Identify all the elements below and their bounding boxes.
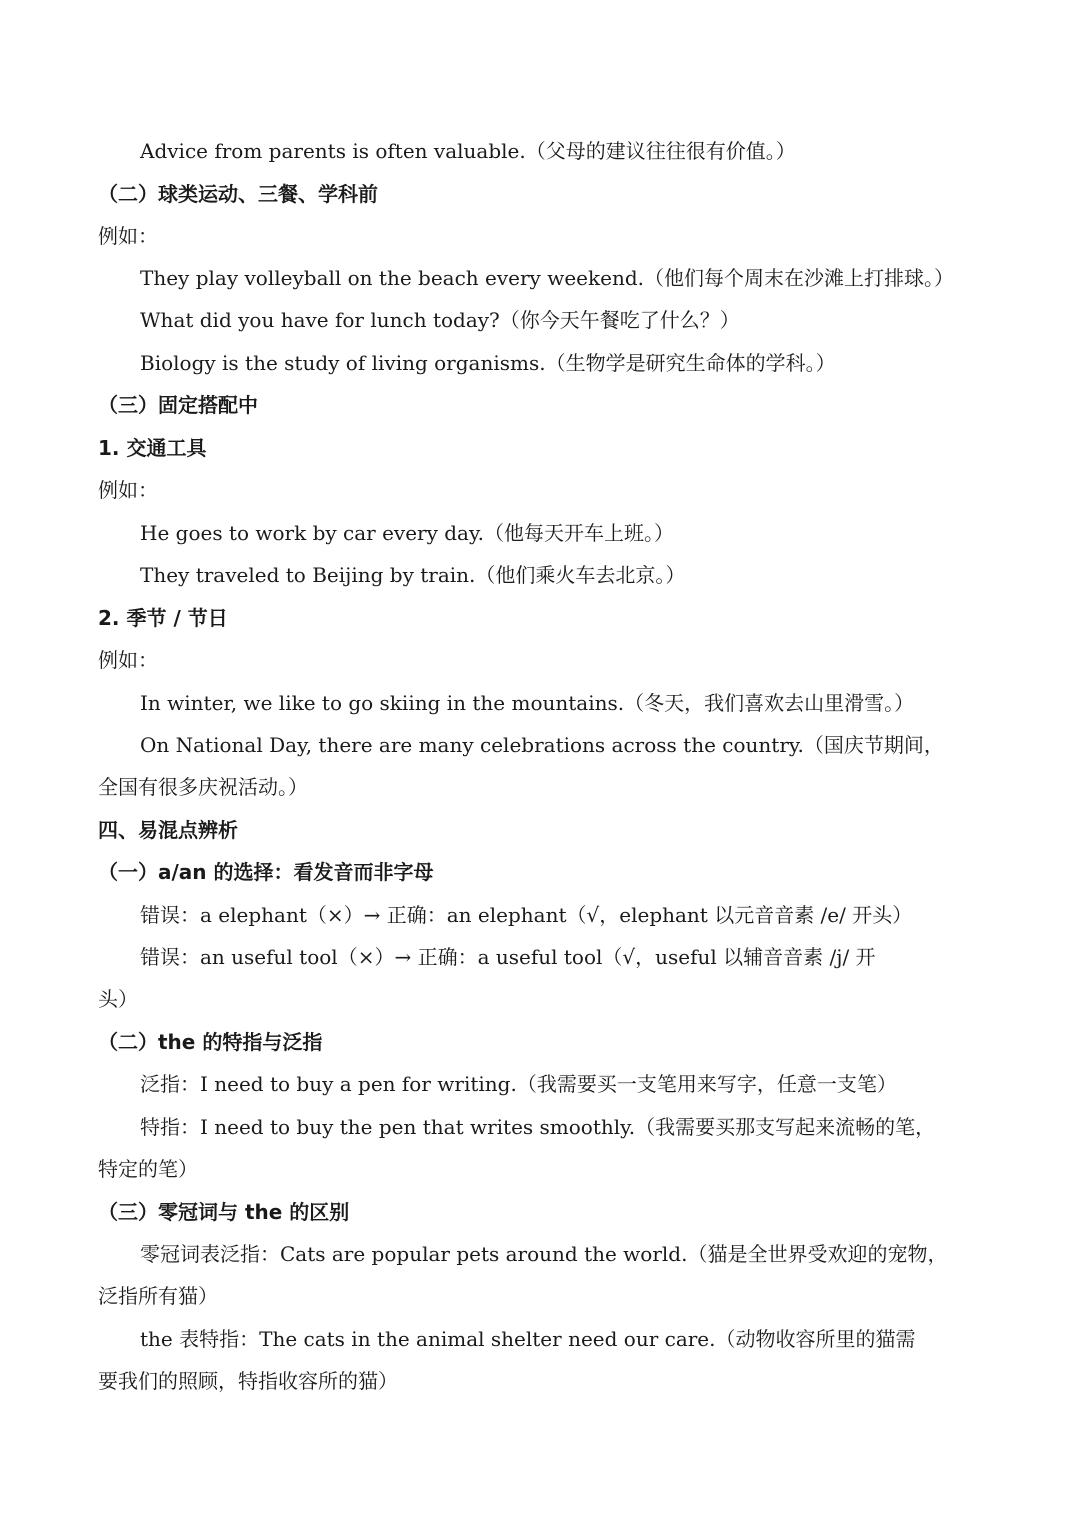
section-heading: （一）a/an 的选择：看发音而非字母 <box>98 860 434 884</box>
example-label: 例如： <box>98 224 158 248</box>
comparison-line: 错误：a elephant（×）→ 正确：an elephant（√，elephant 以元音音素 /e/ 开头） <box>140 903 913 927</box>
example-label: 例如： <box>98 648 158 672</box>
comparison-line-continued: 泛指所有猫） <box>98 1284 218 1308</box>
example-sentence: Biology is the study of living organisms.（生物学是研究生命体的学科。） <box>140 351 836 375</box>
example-sentence: Advice from parents is often valuable.（父母的建议往往很有价值。） <box>140 139 796 163</box>
example-sentence: They play volleyball on the beach every weekend.（他们每个周末在沙滩上打排球。） <box>140 266 955 290</box>
example-sentence: On National Day, there are many celebrations across the country.（国庆节期间， <box>140 733 944 757</box>
comparison-line: 零冠词表泛指：Cats are popular pets around the world.（猫是全世界受欢迎的宠物， <box>140 1242 948 1266</box>
example-sentence-continued: 全国有很多庆祝活动。） <box>98 775 308 799</box>
example-label: 例如： <box>98 478 158 502</box>
comparison-line-continued: 要我们的照顾，特指收容所的猫） <box>98 1369 398 1393</box>
example-sentence: What did you have for lunch today?（你今天午餐吃了什么？） <box>140 308 740 332</box>
subsection-heading: 1. 交通工具 <box>98 436 207 460</box>
comparison-line: 特指：I need to buy the pen that writes smoothly.（我需要买那支写起来流畅的笔， <box>140 1115 936 1139</box>
section-heading: （三）固定搭配中 <box>98 393 258 417</box>
comparison-line: 错误：an useful tool（×）→ 正确：a useful tool（√，useful 以辅音音素 /j/ 开 <box>140 945 876 969</box>
comparison-line-continued: 特定的笔） <box>98 1157 198 1181</box>
comparison-line: 泛指：I need to buy a pen for writing.（我需要买一支笔用来写字，任意一支笔） <box>140 1072 897 1096</box>
example-sentence: He goes to work by car every day.（他每天开车上班。） <box>140 521 674 545</box>
comparison-line: the 表特指：The cats in the animal shelter need our care.（动物收容所里的猫需 <box>140 1327 916 1351</box>
section-heading: （二）球类运动、三餐、学科前 <box>98 182 378 206</box>
example-sentence: In winter, we like to go skiing in the mountains.（冬天，我们喜欢去山里滑雪。） <box>140 691 915 715</box>
section-heading: （三）零冠词与 the 的区别 <box>98 1200 350 1224</box>
chapter-heading: 四、易混点辨析 <box>98 818 238 842</box>
section-heading: （二）the 的特指与泛指 <box>98 1030 323 1054</box>
example-sentence: They traveled to Beijing by train.（他们乘火车去北京。） <box>140 563 686 587</box>
subsection-heading: 2. 季节 / 节日 <box>98 606 228 630</box>
comparison-line-continued: 头） <box>98 987 138 1011</box>
